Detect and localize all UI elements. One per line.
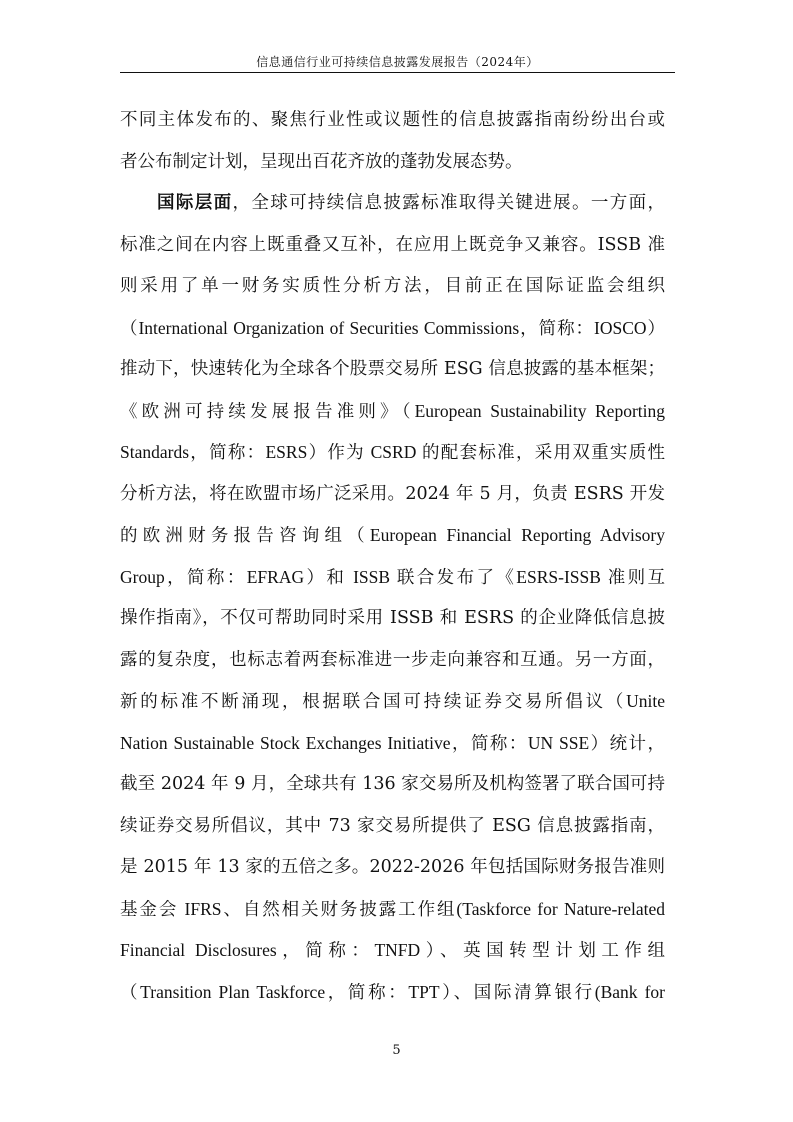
text-line: 新的标准不断涌现，根据联合国可持续证券交易所倡议（Unite	[120, 691, 665, 711]
text-line: 则采用了单一财务实质性分析方法，目前正在国际证监会组织	[120, 276, 665, 296]
text-line: 是 2015 年 13 家的五倍之多。2022-2026 年包括国际财务报告准则	[120, 857, 665, 877]
text-line: 《欧洲可持续发展报告准则》（European Sustainability Reporting	[120, 400, 665, 421]
text-line: （International Organization of Securities Commissions，简称：IOSCO）	[120, 317, 665, 338]
body-text	[120, 100, 665, 1013]
text-line: 的欧洲财务报告咨询组（European Financial Reporting Advisory	[120, 525, 665, 545]
text-line: 不同主体发布的、聚焦行业性或议题性的信息披露指南纷纷出台或	[120, 110, 665, 130]
paragraph-start-line	[120, 183, 665, 225]
text-line: Financial Disclosures，简称：TNFD）、英国转型计划工作组	[120, 940, 665, 960]
text-line: 截至 2024 年 9 月，全球共有 136 家交易所及机构签署了联合国可持	[120, 774, 665, 794]
page-number: 5	[392, 1043, 401, 1058]
text-line: 基金会 IFRS、自然相关财务披露工作组(Taskforce for Nature-related	[120, 898, 665, 919]
text-line: 者公布制定计划，呈现出百花齐放的蓬勃发展态势。	[120, 151, 523, 172]
header-divider	[120, 72, 675, 73]
text-line: Group，简称：EFRAG）和 ISSB 联合发布了《ESRS-ISSB 准则互	[120, 566, 665, 587]
text-line: 标准之间在内容上既重叠又互补，在应用上既竞争又兼容。ISSB 准	[120, 234, 665, 255]
text-line: Standards，简称：ESRS）作为 CSRD 的配套标准，采用双重实质性	[120, 442, 665, 462]
text-line-segment: ，全球可持续信息披露标准取得关键进展。一方面，	[232, 193, 666, 213]
text-line: 露的复杂度，也标志着两套标准进一步走向兼容和互通。另一方面，	[120, 649, 665, 670]
text-line: 操作指南》，不仅可帮助同时采用 ISSB 和 ESRS 的企业降低信息披	[120, 608, 665, 628]
text-line: （Transition Plan Taskforce，简称：TPT）、国际清算银行(Bank for	[120, 981, 665, 1002]
text-line: 分析方法，将在欧盟市场广泛采用。2024 年 5 月，负责 ESRS 开发	[120, 483, 665, 504]
running-header: 信息通信行业可持续信息披露发展报告（2024年）	[256, 55, 539, 69]
text-line: Nation Sustainable Stock Exchanges Initiative，简称：UN SSE）统计，	[120, 732, 665, 753]
text-line: 推动下，快速转化为全球各个股票交易所 ESG 信息披露的基本框架；	[120, 359, 665, 379]
section-lead-heading: 国际层面	[157, 193, 233, 213]
text-line: 续证券交易所倡议，其中 73 家交易所提供了 ESG 信息披露指南，	[120, 815, 665, 836]
